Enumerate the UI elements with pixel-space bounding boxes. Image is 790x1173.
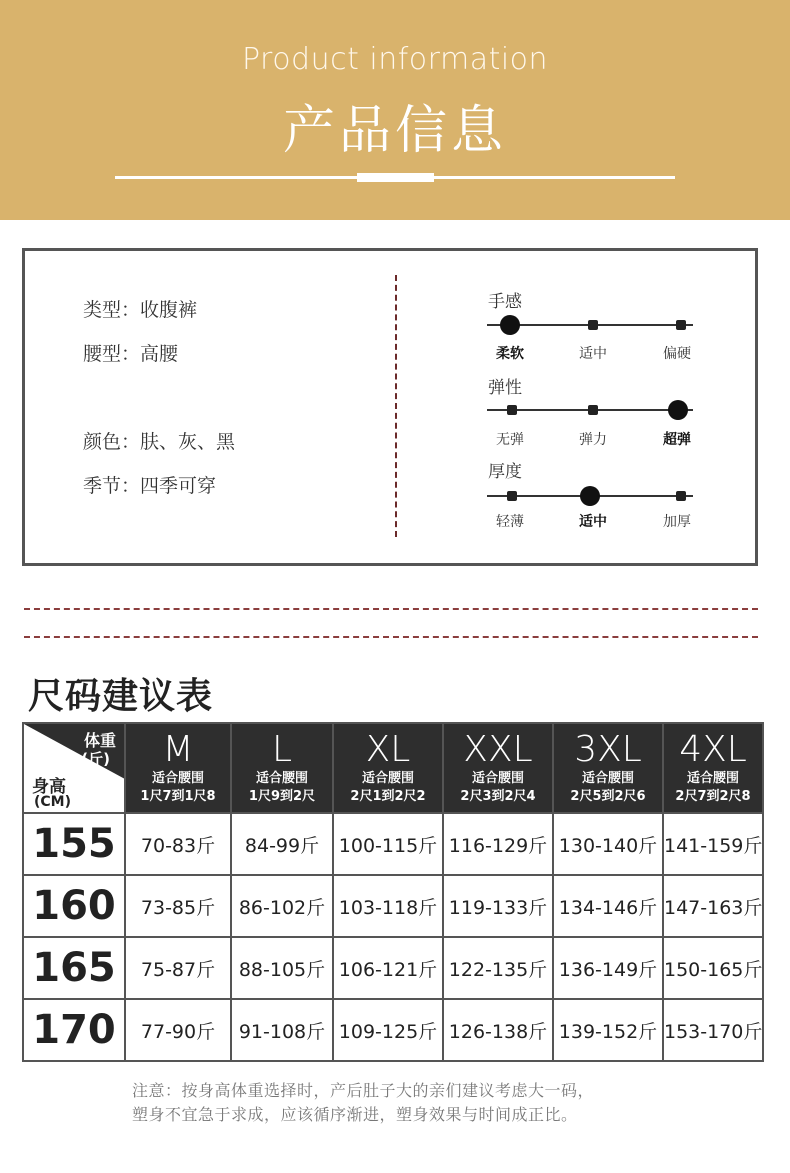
scale-title-elasticity: 弹性	[488, 378, 522, 398]
scale-option: 轻薄	[496, 514, 524, 530]
weight-cell: 75-87斤	[125, 937, 231, 999]
scale-option: 无弹	[496, 432, 524, 448]
weight-cell: 77-90斤	[125, 999, 231, 1061]
scale-option-selected: 柔软	[496, 346, 524, 362]
height-cell: 170	[23, 999, 125, 1061]
banner-title-en: Product information	[241, 42, 549, 77]
weight-cell: 84-99斤	[231, 813, 333, 875]
weight-cell: 147-163斤	[663, 875, 763, 937]
table-header-row	[23, 723, 763, 813]
attr-label: 颜色	[83, 431, 122, 453]
section-separator	[24, 608, 758, 610]
size-label: 3XL	[574, 729, 642, 770]
waist-label: 适合腰围	[471, 771, 524, 786]
weight-cell: 134-146斤	[553, 875, 663, 937]
banner-title-cn: 产品信息	[282, 101, 507, 161]
size-chart-table	[22, 722, 764, 1062]
weight-cell: 141-159斤	[663, 813, 763, 875]
corner-weight-label: 体重	[83, 731, 116, 750]
banner-divider-accent	[357, 173, 434, 182]
size-label: 4XL	[679, 729, 747, 770]
waist-range: 2尺1到2尺2	[350, 789, 426, 804]
scale-marker-selected	[668, 400, 688, 420]
attr-label: 腰型	[83, 343, 122, 365]
attr-label: 季节	[83, 475, 122, 497]
size-label: XL	[365, 729, 411, 770]
waist-label: 适合腰围	[686, 771, 739, 786]
size-header-3xl	[553, 723, 663, 813]
weight-cell: 136-149斤	[553, 937, 663, 999]
weight-cell: 106-121斤	[333, 937, 443, 999]
height-cell: 155	[23, 813, 125, 875]
weight-cell: 109-125斤	[333, 999, 443, 1061]
section-separator	[24, 636, 758, 638]
waist-range: 2尺7到2尺8	[675, 789, 751, 804]
attr-waist: 腰型：高腰	[83, 343, 179, 365]
size-label: M	[162, 729, 194, 770]
note-line-1: 注意：按身高体重选择时，产后肚子大的亲们建议考虑大一码，	[132, 1081, 595, 1100]
scale-option-selected: 超弹	[663, 432, 691, 448]
size-chart-title: 尺码建议表	[28, 676, 214, 717]
scale-option: 弹力	[579, 432, 607, 448]
table-row	[23, 999, 763, 1061]
size-header-4xl	[663, 723, 763, 813]
waist-range: 1尺9到2尺	[248, 789, 316, 804]
size-label: XXL	[463, 729, 533, 770]
info-divider	[395, 275, 397, 537]
corner-height-label: 身高	[32, 777, 66, 797]
weight-cell: 153-170斤	[663, 999, 763, 1061]
attr-value: 肤、灰、黑	[140, 431, 236, 453]
scale-option: 适中	[579, 346, 607, 362]
size-header-xxl	[443, 723, 553, 813]
size-label: L	[271, 729, 293, 770]
weight-cell: 88-105斤	[231, 937, 333, 999]
table-row	[23, 937, 763, 999]
weight-cell: 91-108斤	[231, 999, 333, 1061]
scale-marker	[588, 405, 598, 415]
waist-label: 适合腰围	[581, 771, 634, 786]
header-banner	[0, 0, 790, 220]
weight-cell: 116-129斤	[443, 813, 553, 875]
note-line-2: 塑身不宜急于求成，应该循序渐进，塑身效果与时间成正比。	[132, 1105, 578, 1124]
scale-option: 加厚	[663, 514, 691, 530]
weight-cell: 130-140斤	[553, 813, 663, 875]
weight-cell: 139-152斤	[553, 999, 663, 1061]
scale-marker	[676, 491, 686, 501]
scale-title-feel: 手感	[488, 292, 522, 312]
attr-value: 高腰	[140, 343, 179, 365]
scale-marker	[676, 320, 686, 330]
table-corner-cell	[23, 723, 125, 813]
attr-color: 颜色：肤、灰、黑	[83, 431, 236, 453]
waist-label: 适合腰围	[361, 771, 414, 786]
waist-range: 2尺5到2尺6	[570, 789, 646, 804]
scale-title-thickness: 厚度	[488, 462, 522, 482]
height-cell: 160	[23, 875, 125, 937]
height-cell: 165	[23, 937, 125, 999]
scale-marker-selected	[580, 486, 600, 506]
product-info-box	[22, 248, 758, 566]
weight-cell: 150-165斤	[663, 937, 763, 999]
size-header-m	[125, 723, 231, 813]
scale-marker	[588, 320, 598, 330]
scale-marker	[507, 491, 517, 501]
waist-label: 适合腰围	[255, 771, 308, 786]
waist-label: 适合腰围	[151, 771, 204, 786]
weight-cell: 86-102斤	[231, 875, 333, 937]
scale-option: 偏硬	[663, 346, 691, 362]
waist-range: 1尺7到1尺8	[140, 789, 216, 804]
weight-cell: 122-135斤	[443, 937, 553, 999]
attr-value: 收腹裤	[140, 299, 198, 321]
scale-marker-selected	[500, 315, 520, 335]
attr-value: 四季可穿	[140, 475, 217, 497]
scale-option-selected: 适中	[579, 514, 607, 530]
size-header-xl	[333, 723, 443, 813]
weight-cell: 100-115斤	[333, 813, 443, 875]
corner-weight-unit: (斤)	[81, 750, 110, 768]
weight-cell: 126-138斤	[443, 999, 553, 1061]
corner-height-unit: (CM)	[34, 794, 72, 810]
scale-marker	[507, 405, 517, 415]
weight-cell: 103-118斤	[333, 875, 443, 937]
waist-range: 2尺3到2尺4	[460, 789, 536, 804]
table-row	[23, 813, 763, 875]
attr-type: 类型：收腹裤	[83, 299, 198, 321]
attr-label: 类型	[83, 299, 122, 321]
weight-cell: 70-83斤	[125, 813, 231, 875]
attr-season: 季节：四季可穿	[83, 475, 217, 497]
weight-cell: 73-85斤	[125, 875, 231, 937]
table-row	[23, 875, 763, 937]
size-header-l	[231, 723, 333, 813]
weight-cell: 119-133斤	[443, 875, 553, 937]
